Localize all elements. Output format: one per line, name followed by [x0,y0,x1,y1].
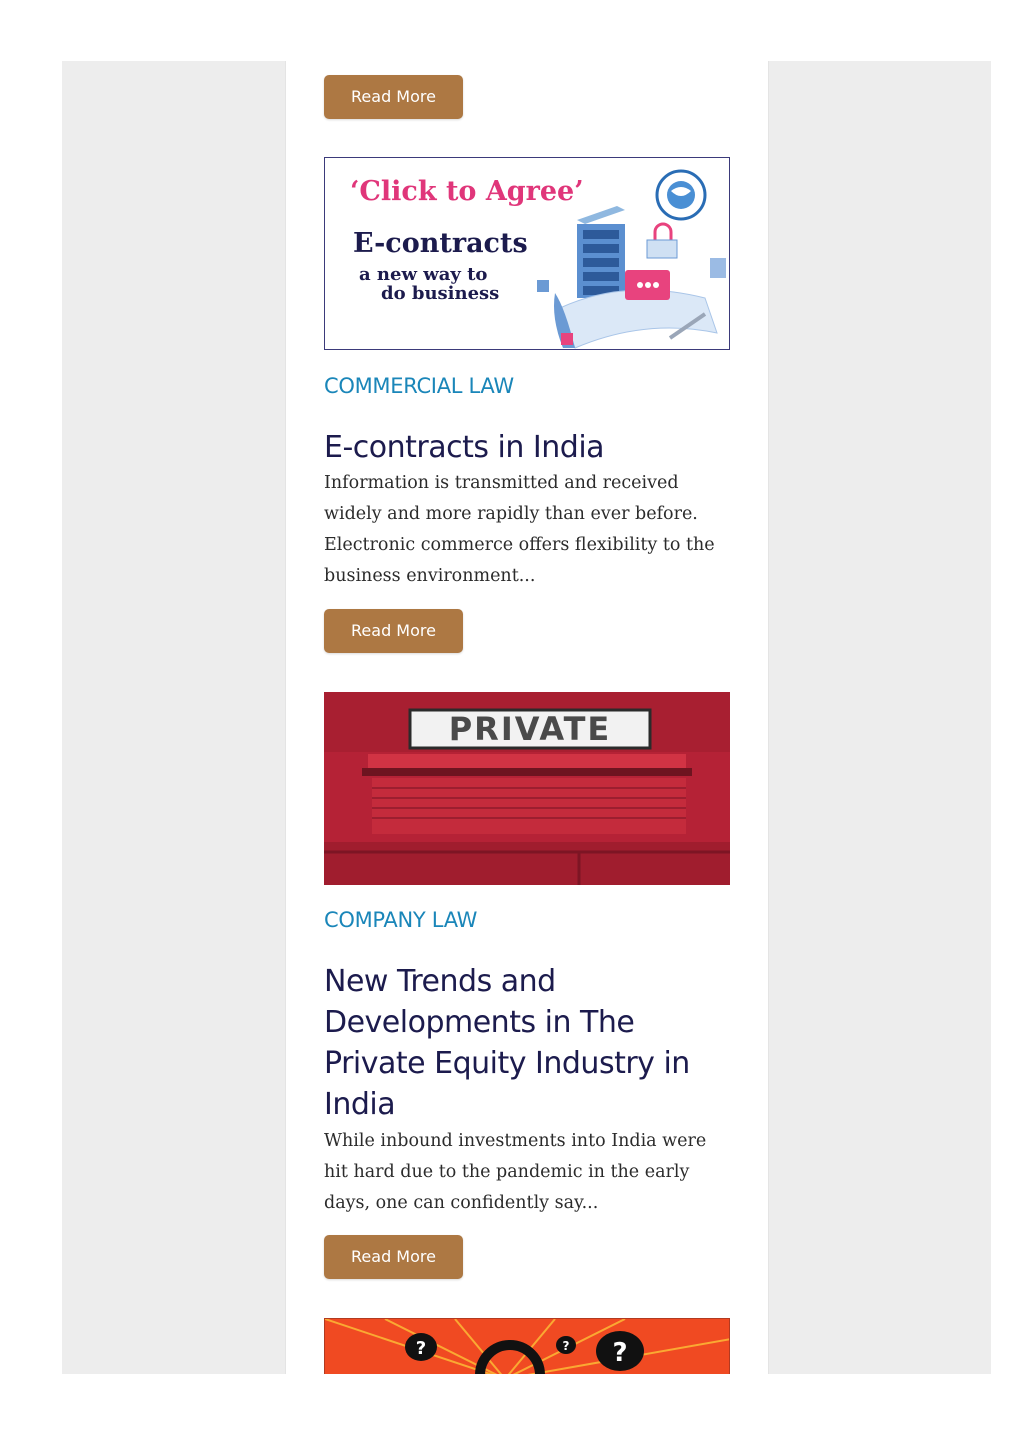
post-title[interactable]: E-contracts in India [324,430,605,465]
post-thumbnail-next[interactable] [324,1318,730,1374]
image-subtitle-2: do business [381,283,500,304]
read-more-button[interactable]: Read More [324,1235,463,1279]
post-excerpt: While inbound investments into India were hit hard due to the pandemic in the early days, one can confidently say... [324,1131,707,1213]
post-thumbnail-private[interactable] [324,692,730,885]
image-title: E-contracts [353,228,528,259]
svg-text:?: ? [415,1338,427,1359]
question-marks-illustration [325,1319,730,1374]
private-sign-photo [324,692,730,885]
post-thumbnail-econtracts[interactable] [324,157,730,350]
post-title[interactable]: New Trends and Developments in The Private Equity Industry in India [324,964,690,1122]
econtracts-illustration [325,158,729,349]
read-more-button[interactable]: Read More [324,609,463,653]
lock-icon [647,224,677,258]
read-more-button[interactable]: Read More [324,75,463,119]
cube-icon [710,258,726,278]
cube-icon [537,280,549,292]
image-subtitle-1: a new way to [359,264,488,285]
server-icon [577,206,625,298]
svg-text:?: ? [562,1339,570,1353]
post-category[interactable]: COMPANY LAW [324,908,478,932]
chat-card-icon [625,270,670,300]
question-bubble-icon [556,1336,576,1354]
image-headline: ‘Click to Agree’ [350,176,584,207]
question-bubble-icon [405,1333,437,1361]
logo-seal-icon [657,171,705,219]
svg-text:?: ? [612,1338,628,1368]
post-category[interactable]: COMMERCIAL LAW [324,374,514,398]
mail-slot-icon [372,778,686,834]
cube-icon [561,333,573,345]
sign-text: PRIVATE [448,710,612,748]
post-excerpt: Information is transmitted and received widely and more rapidly than ever before. Electronic commerce offers flexibility to the business environment... [324,473,715,586]
question-bubble-icon [596,1331,644,1371]
